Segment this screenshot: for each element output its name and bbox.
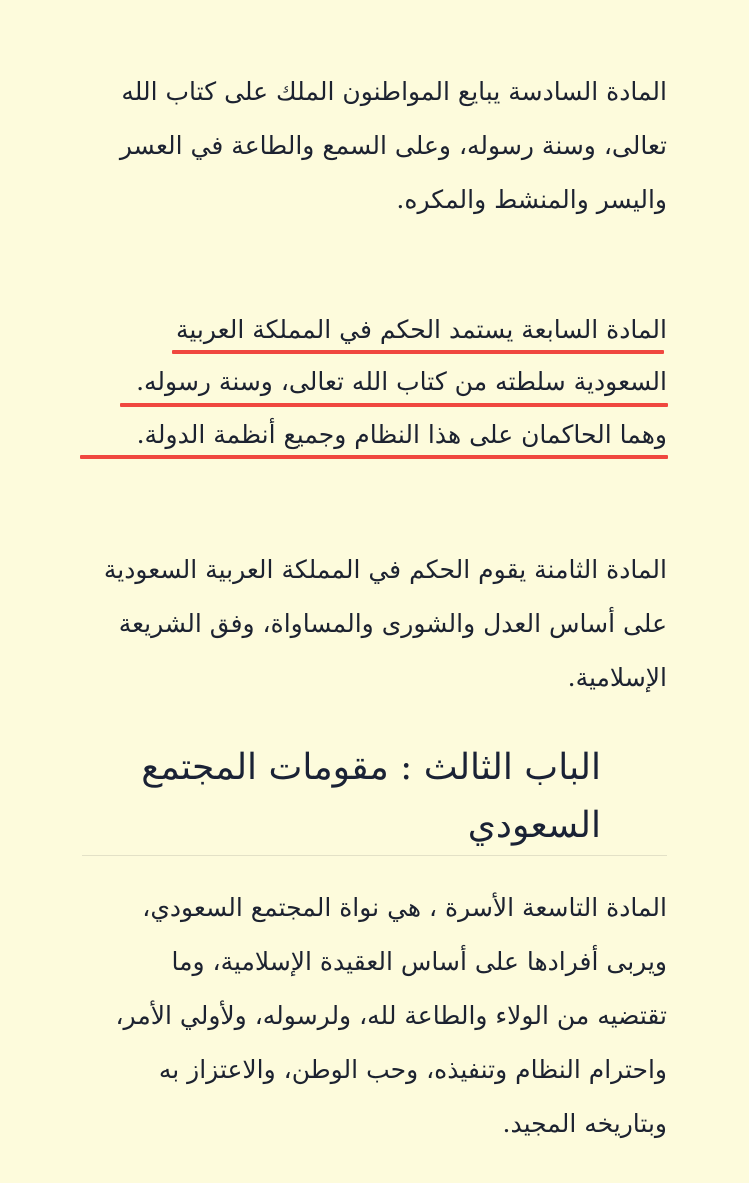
article-7-line: وهما الحاكمان على هذا النظام وجميع أنظمة الدولة. <box>136 420 667 449</box>
article-6-line: واليسر والمنشط والمكره. <box>396 185 667 214</box>
highlight-underline <box>80 455 668 459</box>
article-9-line: واحترام النظام وتنفيذه، وحب الوطن، والاعتزاز به <box>158 1055 667 1084</box>
article-9-line: وبتاريخه المجيد. <box>502 1109 667 1138</box>
article-6-line: تعالى، وسنة رسوله، وعلى السمع والطاعة في العسر <box>119 131 667 160</box>
chapter-title-line: الباب الثالث : مقومات المجتمع <box>141 747 601 788</box>
heading-divider <box>82 855 667 856</box>
article-7-line: المادة السابعة يستمد الحكم في المملكة العربية <box>175 315 667 344</box>
article-8-line: على أساس العدل والشورى والمساواة، وفق الشريعة <box>118 609 667 638</box>
article-8-line: المادة الثامنة يقوم الحكم في المملكة العربية السعودية <box>103 555 667 584</box>
article-7-line: السعودية سلطته من كتاب الله تعالى، وسنة رسوله. <box>136 367 667 396</box>
article-9-line: تقتضيه من الولاء والطاعة لله، ولرسوله، ولأولي الأمر، <box>115 1001 667 1030</box>
article-6-line: المادة السادسة يبايع المواطنون الملك على كتاب الله <box>121 77 667 106</box>
chapter-title-line: السعودي <box>467 805 601 846</box>
highlight-underline <box>120 403 668 407</box>
article-9-line: ويربى أفرادها على أساس العقيدة الإسلامية، وما <box>171 947 667 976</box>
highlight-underline <box>172 350 664 354</box>
article-8-line: الإسلامية. <box>567 663 667 692</box>
article-9-line: المادة التاسعة الأسرة ، هي نواة المجتمع السعودي، <box>142 893 667 922</box>
